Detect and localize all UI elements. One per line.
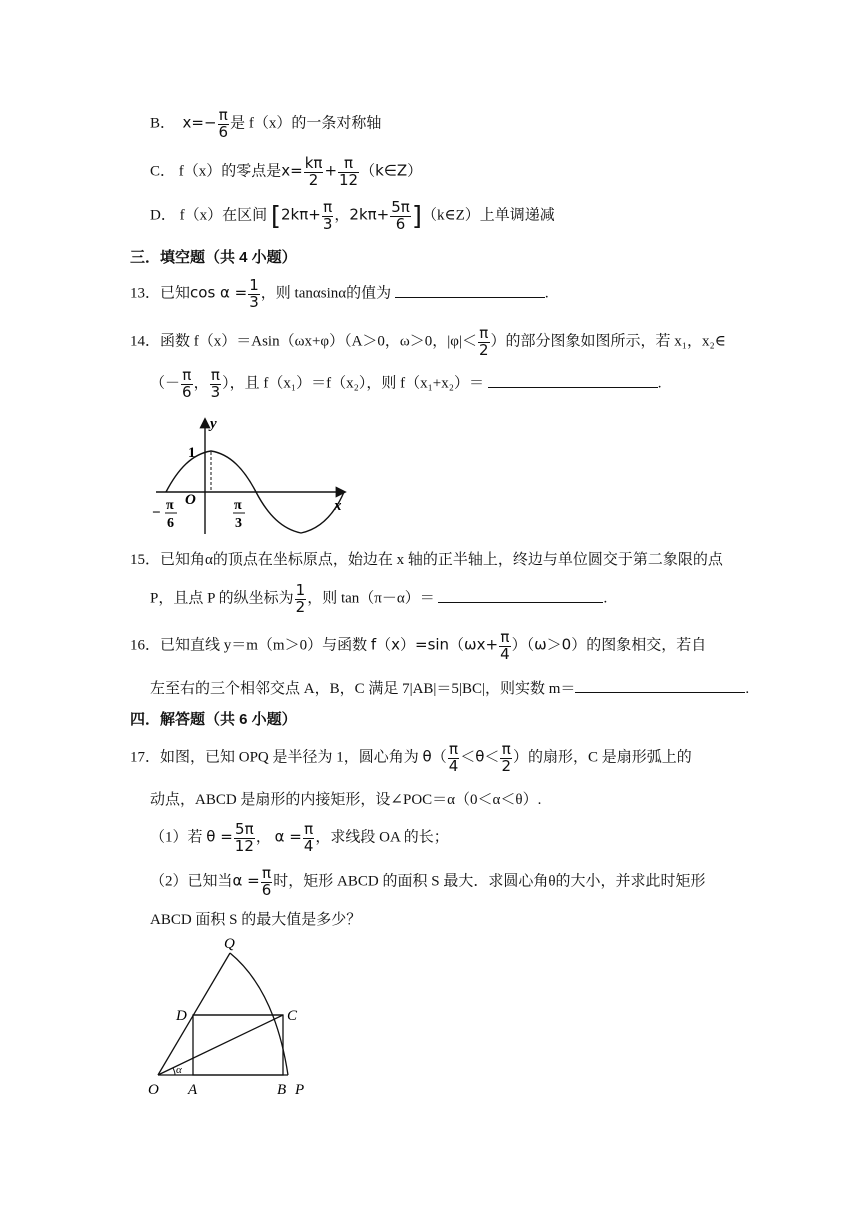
label-C: C bbox=[287, 1008, 298, 1024]
question-14-line-2: （－ $\frac{\pi}{6}$ ， $\frac{\pi}{3}$ ），且 f（x₁）＝f（x₂），则 f（x₁+x₂）＝ . bbox=[150, 366, 662, 401]
y-label: y bbox=[210, 416, 217, 432]
fraction: $\frac{\pi}{6}$ bbox=[218, 106, 229, 141]
question-15-line-1: 15．已知角α的顶点在坐标原点，始边在 x 轴的正半轴上，终边与单位圆交于第二象限的点 bbox=[130, 552, 723, 568]
section-3-heading: 三．填空题（共 4 小题） bbox=[130, 249, 297, 266]
line-OQ bbox=[158, 953, 230, 1075]
one-label: 1 bbox=[188, 445, 196, 461]
fraction: $\frac{\pi}{4}$ bbox=[500, 628, 510, 663]
question-17-line-2: 动点，ABCD 是扇形的内接矩形，设∠POC＝α（0＜α＜θ）. bbox=[150, 792, 542, 808]
answer-blank bbox=[575, 678, 745, 693]
answer-blank bbox=[488, 373, 658, 388]
fraction: $\frac{\pi}{3}$ bbox=[322, 198, 333, 233]
fraction: $\frac{\pi}{3}$ bbox=[210, 366, 221, 401]
fraction: $\frac{\pi}{6}$ bbox=[182, 366, 192, 401]
label-P: P bbox=[295, 1082, 305, 1098]
tick-neg-pi: π bbox=[166, 498, 174, 513]
question-15-line-2: P，且点 P 的纵坐标为 $\frac{1}{2}$ ，则 tan（π－α）＝ . bbox=[150, 581, 608, 616]
fraction: $\frac{1}{3}$ bbox=[249, 276, 259, 311]
fraction: $\frac{5\pi}{6}$ bbox=[391, 198, 410, 233]
label-B: B bbox=[277, 1082, 287, 1098]
fraction: $\frac{\pi}{2}$ bbox=[501, 740, 511, 775]
fraction: $\frac{\pi}{4}$ bbox=[303, 820, 314, 855]
tick-three: 3 bbox=[235, 516, 242, 531]
x-label: x bbox=[334, 498, 342, 514]
question-17-line-1: 17．如图，已知 OPQ 是半径为 1，圆心角为 θ（ $\frac{\pi}{4}$ ＜θ＜ $\frac{\pi}{2}$ ）的扇形，C 是扇形弧上的 bbox=[130, 740, 692, 775]
sine-graph-figure bbox=[148, 414, 353, 539]
question-13: 13．已知cos α = $\frac{1}{3}$ ，则 tanαsinα的值为 . bbox=[130, 276, 549, 311]
fraction: $\frac{1}{2}$ bbox=[295, 581, 306, 616]
question-14-line-1: 14．函数 f（x）＝Asin（ωx+φ）（A＞0，ω＞0，|φ|＜ $\frac{\pi}{2}$ ）的部分图象如图所示，若 x₁，x₂∈ bbox=[130, 324, 726, 359]
angle-arc bbox=[173, 1068, 175, 1075]
label-A: A bbox=[188, 1082, 198, 1098]
origin-label: O bbox=[185, 492, 196, 508]
label-alpha: α bbox=[176, 1064, 182, 1076]
answer-blank bbox=[395, 283, 545, 298]
question-16-line-1: 16．已知直线 y＝m（m＞0）与函数 f（x）=sin（ωx+ $\frac{\pi}{4}$ ）（ω＞0）的图象相交，若自 bbox=[130, 628, 707, 663]
option-b: B． x=− $\frac{\pi}{6}$ 是 f（x）的一条对称轴 bbox=[150, 106, 382, 141]
label-O: O bbox=[148, 1082, 159, 1098]
option-d: D． f（x）在区间 [2kπ+ $\frac{\pi}{3}$ ，2kπ+ $\frac{5\pi}{6}$ ]（k∈Z）上单调递减 bbox=[150, 198, 555, 233]
fraction: $\frac{\pi}{4}$ bbox=[448, 740, 459, 775]
fraction: $\frac{\pi}{12}$ bbox=[339, 154, 359, 189]
answer-blank bbox=[438, 588, 603, 603]
rectangle-ABCD bbox=[193, 1015, 283, 1075]
tick-pi: π bbox=[234, 498, 242, 513]
question-17-part-2: （2）已知当α = $\frac{\pi}{6}$ 时，矩形 ABCD 的面积 S 最大．求圆心角θ的大小，并求此时矩形 bbox=[150, 864, 706, 899]
label-Q: Q bbox=[224, 936, 235, 952]
fraction: $\frac{\pi}{2}$ bbox=[478, 324, 489, 359]
question-17-line-5: ABCD 面积 S 的最大值是多少？ bbox=[150, 912, 362, 928]
question-17-part-1: （1）若 θ = $\frac{5\pi}{12}$ ， α = $\frac{\pi}{4}$ ，求线段 OA 的长； bbox=[150, 820, 449, 855]
sector-arc bbox=[230, 953, 288, 1075]
sector-rectangle-figure bbox=[140, 930, 330, 1100]
fraction: $\frac{k\pi}{2}$ bbox=[304, 154, 323, 189]
neg-sign: − bbox=[152, 505, 161, 521]
tick-six: 6 bbox=[167, 516, 174, 531]
section-4-heading: 四．解答题（共 6 小题） bbox=[130, 711, 297, 728]
fraction: $\frac{\pi}{6}$ bbox=[261, 864, 272, 899]
label-D: D bbox=[176, 1008, 187, 1024]
fraction: $\frac{5\pi}{12}$ bbox=[234, 820, 254, 855]
option-c: C． f（x）的零点是x= $\frac{k\pi}{2}$ + $\frac{\pi}{12}$ （k∈Z） bbox=[150, 154, 423, 189]
question-16-line-2: 左至右的三个相邻交点 A，B，C 满足 7|AB|＝5|BC|，则实数 m＝ . bbox=[150, 678, 749, 697]
